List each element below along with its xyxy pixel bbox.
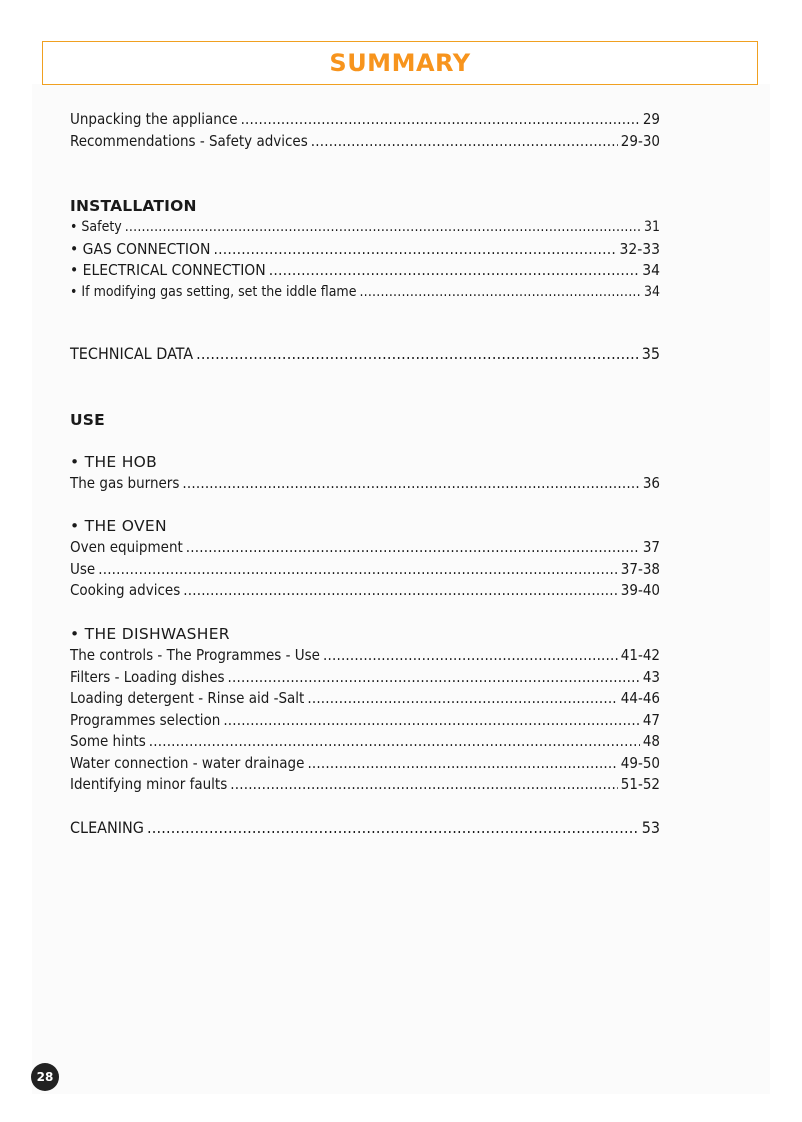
toc-use [70, 409, 660, 431]
subsection-heading-dishwasher: • THE DISHWASHER [70, 625, 230, 643]
toc-entry[interactable]: Cooking advices ..... 39-40 [70, 580, 660, 602]
toc-cleaning [70, 817, 660, 839]
summary-title-box [42, 41, 758, 85]
toc-entry[interactable]: Water connection - water drainage ..... 49-50 [70, 753, 660, 775]
toc-entry[interactable]: Recommendations - Safety advices ..... 29-30 [70, 131, 660, 153]
toc-entry[interactable]: • GAS CONNECTION ..... 32-33 [70, 239, 660, 261]
toc-entry[interactable]: • Safety ..... 31 [70, 217, 660, 239]
subsection-heading-oven: • THE OVEN [70, 517, 167, 535]
toc-hob [70, 451, 660, 495]
toc-dishwasher [70, 623, 660, 796]
toc-entry[interactable]: Unpacking the appliance ..... 29 [70, 109, 660, 131]
toc-technical-data [70, 343, 660, 365]
subsection-heading-hob: • THE HOB [70, 453, 158, 471]
toc-entry[interactable]: • If modifying gas setting, set the iddle flame ..... 34 [70, 282, 660, 304]
toc-entry[interactable]: Filters - Loading dishes ..... 43 [70, 667, 660, 689]
page-number: 28 [36, 1070, 54, 1084]
toc-entry[interactable]: Use ..... 37-38 [70, 559, 660, 581]
toc-entry[interactable]: Some hints ..... 48 [70, 731, 660, 753]
toc-entry[interactable]: Oven equipment ..... 37 [70, 537, 660, 559]
toc-entry[interactable]: • ELECTRICAL CONNECTION ..... 34 [70, 260, 660, 282]
page-title: SUMMARY [329, 49, 471, 77]
page-number-badge [31, 1063, 59, 1091]
toc-entry[interactable]: Loading detergent - Rinse aid -Salt ..... 44-46 [70, 688, 660, 710]
toc-entry[interactable]: Programmes selection ..... 47 [70, 710, 660, 732]
toc-entry[interactable]: TECHNICAL DATA ..... 35 [70, 343, 660, 365]
section-heading-use: USE [70, 411, 105, 429]
section-heading-installation: INSTALLATION [70, 197, 197, 215]
toc-installation [70, 195, 660, 303]
toc-intro [70, 109, 660, 152]
toc-entry[interactable]: The gas burners ..... 36 [70, 473, 660, 495]
toc-oven [70, 515, 660, 602]
toc-entry[interactable]: The controls - The Programmes - Use ..... 41-42 [70, 645, 660, 667]
toc-entry[interactable]: Identifying minor faults ..... 51-52 [70, 774, 660, 796]
toc-entry[interactable]: CLEANING ..... 53 [70, 817, 660, 839]
